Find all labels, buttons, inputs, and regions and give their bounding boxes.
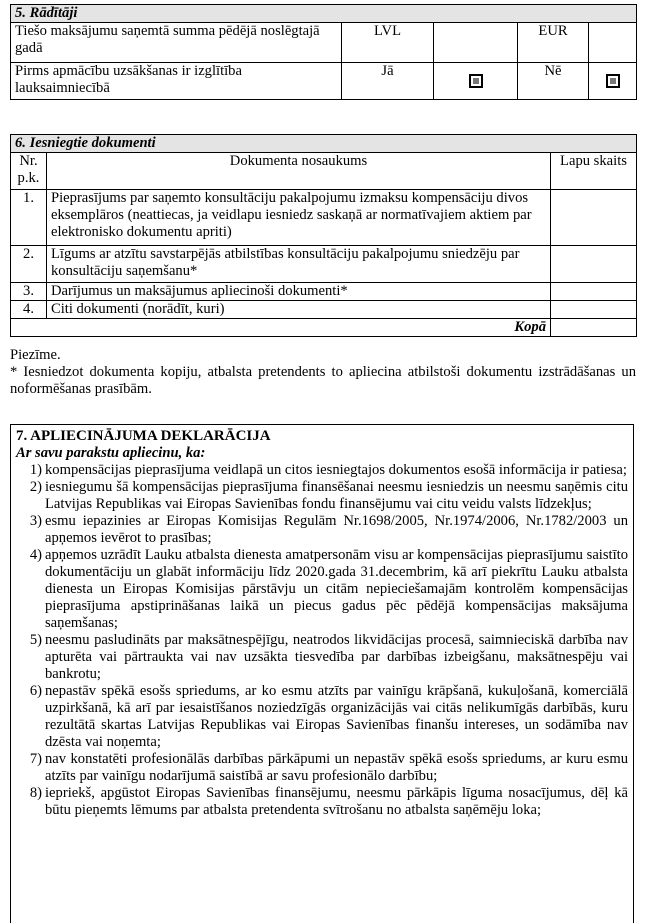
item-text: nepastāv spēkā esošs spriedums, ar ko esmu atzīts par vainīgu krāpšanā, kukuļošanā, komerciālā uzpirkšanā, kā arī par iesaistīšanos noziedzīgās organizācijās vai citās nelikumīgās darbībās, kuru rezultātā skartas Latvijas Republikas vai Eiropas Savienības finanšu intereses, un sodāmība nav dzēsta vai noņemta; — [45, 683, 628, 750]
no-label: Nē — [518, 63, 589, 100]
item-number: 7) — [29, 751, 42, 767]
section-6-title: 6. Iesniegtie dokumenti — [11, 135, 637, 153]
item-number: 5) — [29, 632, 42, 648]
eur-label: EUR — [518, 23, 589, 63]
declaration-item — [16, 751, 628, 785]
doc-pages-field[interactable] — [551, 283, 637, 301]
declaration-item — [16, 479, 628, 513]
total-pages-field[interactable] — [551, 319, 637, 337]
item-text: esmu iepazinies ar Eiropas Komisijas Regulām Nr.1698/2005, Nr.1974/2006, Nr.1782/2003 un apņemos ievērot to prasības; — [45, 513, 628, 546]
declaration-list — [11, 462, 633, 819]
item-text: nav konstatēti profesionālās darbības pārkāpumi un nepastāv spēkā esošs spriedums, ar kuru esmu atzīts par vainīgu nodarījumā saistībā ar savu profesionālo darbību; — [45, 751, 628, 784]
section-6-table — [10, 134, 637, 337]
lvl-amount-field[interactable] — [434, 23, 518, 63]
doc-name: Darījumus un maksājumus apliecinoši dokumenti* — [47, 283, 551, 301]
item-number: 6) — [29, 683, 42, 699]
item-text: iepriekš, apgūstot Eiropas Savienības finansējumu, neesmu pārkāpis līguma nosacījumus, dēļ kā būtu pieņemts lēmums par atbalsta pretendenta svītrošanu no atbalsta saņēmēju loka; — [45, 785, 628, 818]
doc-nr: 4. — [11, 301, 47, 319]
doc-pages-field[interactable] — [551, 190, 637, 246]
declaration-item — [16, 632, 628, 683]
item-number: 2) — [29, 479, 42, 495]
declaration-title: 7. APLIECINĀJUMA DEKLARĀCIJA — [16, 428, 271, 444]
col-name-header: Dokumenta nosaukums — [47, 153, 551, 190]
doc-nr: 3. — [11, 283, 47, 301]
no-checkbox[interactable] — [606, 74, 620, 88]
doc-nr: 2. — [11, 246, 47, 283]
item-number: 4) — [29, 547, 42, 563]
education-label: Pirms apmācību uzsākšanas ir izglītība lauksaimniecībā — [11, 63, 342, 100]
yes-label: Jā — [342, 63, 434, 100]
note-block — [10, 347, 636, 398]
declaration-item — [16, 547, 628, 632]
total-label: Kopā — [11, 319, 551, 337]
item-text: iesniegumu šā kompensācijas pieprasījuma finansēšanai neesmu iesniedzis un neesmu saņēmis citu Latvijas Republikas vai Eiropas Savienības fondu finansējumu vai citu veidu valsts līdzekļus; — [45, 479, 628, 512]
item-text: neesmu pasludināts par maksātnespējīgu, neatrodos likvidācijas procesā, saimnieciskā darbība nav apturēta vai pārtraukta vai nav uzsākta tiesvedība par darbības izbeigšanu, maksātnespēju vai bankrotu; — [45, 632, 628, 682]
col-nr-header: Nr. p.k. — [11, 153, 47, 190]
direct-payments-label: Tiešo maksājumu saņemtā summa pēdējā noslēgtajā gadā — [11, 23, 342, 63]
declaration-item — [16, 462, 628, 479]
item-number: 8) — [29, 785, 42, 801]
declaration-section — [10, 424, 634, 923]
doc-pages-field[interactable] — [551, 246, 637, 283]
yes-checkbox[interactable] — [469, 74, 483, 88]
note-text: * Iesniedzot dokumenta kopiju, atbalsta pretendents to apliecina atbilstoši dokumentu izstrādāšanas un noformēšanas prasībām. — [10, 364, 636, 397]
declaration-subtitle: Ar savu parakstu apliecinu, ka: — [16, 445, 206, 461]
doc-nr: 1. — [11, 190, 47, 246]
doc-name: Līgums ar atzītu savstarpējās atbilstības konsultāciju pakalpojumu sniedzēju par konsultāciju saņemšanu* — [47, 246, 551, 283]
doc-name: Citi dokumenti (norādīt, kuri) — [47, 301, 551, 319]
item-text: kompensācijas pieprasījuma veidlapā un citos iesniegtajos dokumentos esošā informācija ir patiesa; — [45, 462, 627, 478]
section-5-title: 5. Rādītāji — [11, 5, 637, 23]
declaration-item — [16, 785, 628, 819]
declaration-item — [16, 683, 628, 751]
item-text: apņemos uzrādīt Lauku atbalsta dienesta amatpersonām visu ar kompensācijas pieprasījumu saistīto dokumentāciju un glabāt informāciju līdz 2020.gada 31.decembrim, kā arī piekrītu Lauku atbalsta dienesta un Eiropas Komisijas pārstāvju un citām nepieciešamajām kontrolēm kompensācijas pieprasījuma apstiprināšanas laikā un piecus gadus pēc pēdējā kompensācijas maksājuma saņemšanas; — [45, 547, 628, 631]
lvl-label: LVL — [342, 23, 434, 63]
note-title: Piezīme. — [10, 347, 61, 363]
col-pages-header: Lapu skaits — [551, 153, 637, 190]
section-5-table — [10, 4, 637, 100]
item-number: 1) — [29, 462, 42, 478]
item-number: 3) — [29, 513, 42, 529]
eur-amount-field[interactable] — [589, 23, 637, 63]
declaration-item — [16, 513, 628, 547]
doc-pages-field[interactable] — [551, 301, 637, 319]
doc-name: Pieprasījums par saņemto konsultāciju pakalpojumu izmaksu kompensāciju divos eksemplāros (neattiecas, ja veidlapu iesniedz saskaņā ar normatīvajiem aktiem par elektronisko dokumentu apriti) — [47, 190, 551, 246]
